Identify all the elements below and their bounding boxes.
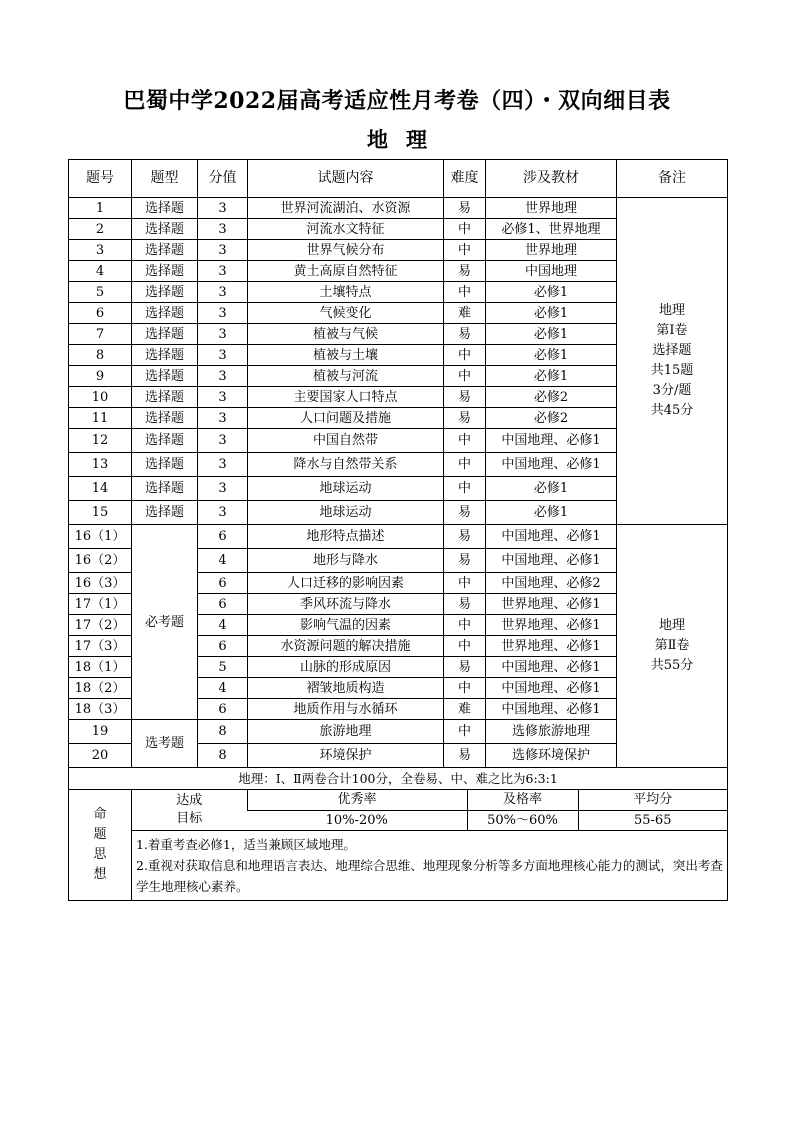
score-cell: 6 (198, 636, 248, 657)
question-number-cell: 2 (69, 219, 132, 240)
question-number-cell: 12 (69, 429, 132, 453)
metric-value: 50%～60% (467, 810, 578, 830)
question-number-cell: 18（3） (69, 699, 132, 720)
target-block-cell (132, 790, 728, 831)
question-type-cell: 选择题 (132, 366, 198, 387)
note-line: 第Ⅱ卷 (654, 638, 690, 653)
textbook-cell: 中国地理、必修1 (486, 699, 617, 720)
content-cell: 地形特点描述 (248, 525, 444, 549)
content-cell: 世界河流湖泊、水资源 (248, 198, 444, 219)
difficulty-cell: 易 (444, 594, 486, 615)
question-number-cell: 4 (69, 261, 132, 282)
header-cell-note: 备注 (617, 160, 728, 198)
question-type-cell: 选择题 (132, 429, 198, 453)
difficulty-cell: 中 (444, 615, 486, 636)
score-cell: 6 (198, 573, 248, 594)
content-cell: 河流水文特征 (248, 219, 444, 240)
difficulty-cell: 易 (444, 324, 486, 345)
difficulty-cell: 中 (444, 720, 486, 744)
textbook-cell: 中国地理、必修1 (486, 429, 617, 453)
metric-label: 优秀率 (247, 790, 467, 810)
difficulty-cell: 中 (444, 453, 486, 477)
question-type-cell: 选择题 (132, 345, 198, 366)
textbook-cell: 必修2 (486, 408, 617, 429)
difficulty-cell: 中 (444, 477, 486, 501)
target-label (132, 790, 247, 830)
score-cell: 3 (198, 240, 248, 261)
textbook-cell: 世界地理、必修1 (486, 615, 617, 636)
difficulty-cell: 中 (444, 282, 486, 303)
score-cell: 3 (198, 501, 248, 525)
question-number-cell: 17（2） (69, 615, 132, 636)
score-cell: 6 (198, 594, 248, 615)
difficulty-cell: 易 (444, 198, 486, 219)
content-cell: 中国自然带 (248, 429, 444, 453)
score-cell: 3 (198, 303, 248, 324)
ideas-label-char: 命 (93, 807, 107, 822)
note-line: 地理 (658, 303, 685, 318)
content-cell: 地形与降水 (248, 549, 444, 573)
score-cell: 3 (198, 387, 248, 408)
table-row (69, 790, 728, 831)
content-cell: 土壤特点 (248, 282, 444, 303)
question-type-cell: 选择题 (132, 501, 198, 525)
header-cell-score: 分值 (198, 160, 248, 198)
content-cell: 黄土高原自然特征 (248, 261, 444, 282)
note-line: 共55分 (650, 658, 694, 673)
textbook-cell: 必修1 (486, 501, 617, 525)
difficulty-cell: 中 (444, 429, 486, 453)
score-cell: 3 (198, 282, 248, 303)
header-row (69, 160, 728, 198)
note-line: 选择题 (652, 343, 692, 358)
content-cell: 褶皱地质构造 (248, 678, 444, 699)
question-number-cell: 5 (69, 282, 132, 303)
ideas-points-cell (132, 831, 728, 901)
question-number-cell: 6 (69, 303, 132, 324)
question-type-cell: 选择题 (132, 198, 198, 219)
score-cell: 4 (198, 615, 248, 636)
target-label-line: 目标 (176, 811, 203, 826)
question-number-cell: 16（1） (69, 525, 132, 549)
content-cell: 世界气候分布 (248, 240, 444, 261)
score-cell: 6 (198, 699, 248, 720)
textbook-cell: 中国地理、必修1 (486, 678, 617, 699)
score-cell: 3 (198, 366, 248, 387)
note-line: 共45分 (650, 403, 694, 418)
textbook-cell: 世界地理、必修1 (486, 594, 617, 615)
difficulty-cell: 中 (444, 573, 486, 594)
score-cell: 3 (198, 219, 248, 240)
question-number-cell: 3 (69, 240, 132, 261)
score-cell: 4 (198, 678, 248, 699)
difficulty-cell: 中 (444, 366, 486, 387)
content-cell: 植被与河流 (248, 366, 444, 387)
textbook-cell: 世界地理、必修1 (486, 636, 617, 657)
difficulty-cell: 难 (444, 699, 486, 720)
table-body (69, 160, 728, 901)
content-cell: 主要国家人口特点 (248, 387, 444, 408)
specification-table (68, 159, 728, 901)
question-number-cell: 16（2） (69, 549, 132, 573)
content-cell: 降水与自然带关系 (248, 453, 444, 477)
score-cell: 3 (198, 324, 248, 345)
difficulty-cell: 易 (444, 525, 486, 549)
textbook-cell: 中国地理、必修1 (486, 549, 617, 573)
question-type-cell: 选择题 (132, 408, 198, 429)
difficulty-cell: 中 (444, 240, 486, 261)
difficulty-cell: 易 (444, 549, 486, 573)
textbook-cell: 必修1 (486, 477, 617, 501)
score-cell: 6 (198, 525, 248, 549)
question-number-cell: 15 (69, 501, 132, 525)
content-cell: 植被与气候 (248, 324, 444, 345)
textbook-cell: 必修1、世界地理 (486, 219, 617, 240)
elective-type-cell: 选考题 (132, 720, 198, 768)
ideas-label-char: 想 (93, 867, 107, 882)
difficulty-cell: 难 (444, 303, 486, 324)
table-row (69, 198, 728, 219)
note-line: 地理 (658, 618, 685, 633)
table-row (69, 525, 728, 549)
question-number-cell: 14 (69, 477, 132, 501)
score-cell: 5 (198, 657, 248, 678)
content-cell: 影响气温的因素 (248, 615, 444, 636)
section2-note-cell (617, 525, 728, 768)
score-cell: 3 (198, 429, 248, 453)
content-cell: 山脉的形成原因 (248, 657, 444, 678)
difficulty-cell: 易 (444, 744, 486, 768)
question-number-cell: 18（1） (69, 657, 132, 678)
difficulty-cell: 易 (444, 657, 486, 678)
header-cell-no: 题号 (69, 160, 132, 198)
textbook-cell: 必修1 (486, 282, 617, 303)
summary-cell: 地理：Ⅰ、Ⅱ两卷合计100分，全卷易、中、难之比为6:3:1 (69, 768, 728, 790)
idea-point: 2.重视对获取信息和地理语言表达、地理综合思维、地理现象分析等多方面地理核心能力的测试，突出考查学生地理核心素养。 (136, 858, 723, 894)
difficulty-cell: 易 (444, 261, 486, 282)
metric-value: 55-65 (578, 810, 727, 830)
difficulty-cell: 中 (444, 219, 486, 240)
textbook-cell: 选修环境保护 (486, 744, 617, 768)
metric-label: 及格率 (467, 790, 578, 810)
header-cell-content: 试题内容 (248, 160, 444, 198)
question-type-cell: 选择题 (132, 261, 198, 282)
textbook-cell: 必修1 (486, 345, 617, 366)
content-cell: 气候变化 (248, 303, 444, 324)
table-row (69, 768, 728, 790)
content-cell: 环境保护 (248, 744, 444, 768)
question-number-cell: 10 (69, 387, 132, 408)
textbook-cell: 必修2 (486, 387, 617, 408)
document-title: 巴蜀中学2022届高考适应性月考卷（四）・双向细目表 (123, 88, 671, 114)
score-cell: 3 (198, 345, 248, 366)
required-type-cell: 必考题 (132, 525, 198, 720)
question-number-cell: 19 (69, 720, 132, 744)
question-number-cell: 16（3） (69, 573, 132, 594)
ideas-label-char: 思 (93, 847, 107, 862)
difficulty-cell: 易 (444, 501, 486, 525)
difficulty-cell: 中 (444, 678, 486, 699)
header-cell-book: 涉及教材 (486, 160, 617, 198)
question-number-cell: 9 (69, 366, 132, 387)
question-type-cell: 选择题 (132, 240, 198, 261)
textbook-cell: 中国地理、必修1 (486, 453, 617, 477)
content-cell: 地球运动 (248, 477, 444, 501)
textbook-cell: 中国地理、必修1 (486, 657, 617, 678)
difficulty-cell: 中 (444, 345, 486, 366)
content-cell: 地球运动 (248, 501, 444, 525)
question-number-cell: 17（3） (69, 636, 132, 657)
question-type-cell: 选择题 (132, 219, 198, 240)
ideas-label-cell (69, 790, 132, 901)
target-metrics-table (132, 790, 727, 830)
question-type-cell: 选择题 (132, 282, 198, 303)
content-cell: 植被与土壤 (248, 345, 444, 366)
metric-label: 平均分 (578, 790, 727, 810)
question-number-cell: 8 (69, 345, 132, 366)
question-number-cell: 7 (69, 324, 132, 345)
score-cell: 3 (198, 453, 248, 477)
textbook-cell: 中国地理、必修2 (486, 573, 617, 594)
subject-heading: 地理 (367, 127, 445, 152)
score-cell: 3 (198, 477, 248, 501)
content-cell: 季风环流与降水 (248, 594, 444, 615)
metric-value: 10%-20% (247, 810, 467, 830)
note-line: 共15题 (650, 363, 694, 378)
note-line: 第Ⅰ卷 (656, 323, 688, 338)
question-type-cell: 选择题 (132, 303, 198, 324)
score-cell: 4 (198, 549, 248, 573)
score-cell: 3 (198, 261, 248, 282)
question-number-cell: 1 (69, 198, 132, 219)
question-number-cell: 17（1） (69, 594, 132, 615)
content-cell: 水资源问题的解决措施 (248, 636, 444, 657)
question-type-cell: 选择题 (132, 477, 198, 501)
header-cell-level: 难度 (444, 160, 486, 198)
ideas-label (93, 805, 107, 885)
question-number-cell: 11 (69, 408, 132, 429)
idea-point: 1.着重考查必修1，适当兼顾区域地理。 (136, 837, 356, 852)
difficulty-cell: 易 (444, 387, 486, 408)
header-cell-type: 题型 (132, 160, 198, 198)
question-type-cell: 选择题 (132, 324, 198, 345)
question-type-cell: 选择题 (132, 387, 198, 408)
textbook-cell: 中国地理 (486, 261, 617, 282)
textbook-cell: 必修1 (486, 303, 617, 324)
target-label-line: 达成 (176, 793, 203, 808)
ideas-label-char: 题 (93, 827, 107, 842)
difficulty-cell: 易 (444, 408, 486, 429)
difficulty-cell: 中 (444, 636, 486, 657)
textbook-cell: 必修1 (486, 324, 617, 345)
question-number-cell: 20 (69, 744, 132, 768)
content-cell: 人口问题及措施 (248, 408, 444, 429)
table-row (69, 831, 728, 901)
content-cell: 旅游地理 (248, 720, 444, 744)
textbook-cell: 中国地理、必修1 (486, 525, 617, 549)
score-cell: 8 (198, 744, 248, 768)
textbook-cell: 必修1 (486, 366, 617, 387)
question-type-cell: 选择题 (132, 453, 198, 477)
content-cell: 地质作用与水循环 (248, 699, 444, 720)
question-number-cell: 13 (69, 453, 132, 477)
score-cell: 3 (198, 408, 248, 429)
textbook-cell: 世界地理 (486, 198, 617, 219)
content-cell: 人口迁移的影响因素 (248, 573, 444, 594)
score-cell: 3 (198, 198, 248, 219)
question-number-cell: 18（2） (69, 678, 132, 699)
section1-note-cell (617, 198, 728, 525)
textbook-cell: 世界地理 (486, 240, 617, 261)
score-cell: 8 (198, 720, 248, 744)
textbook-cell: 选修旅游地理 (486, 720, 617, 744)
note-line: 3分/题 (652, 383, 692, 398)
